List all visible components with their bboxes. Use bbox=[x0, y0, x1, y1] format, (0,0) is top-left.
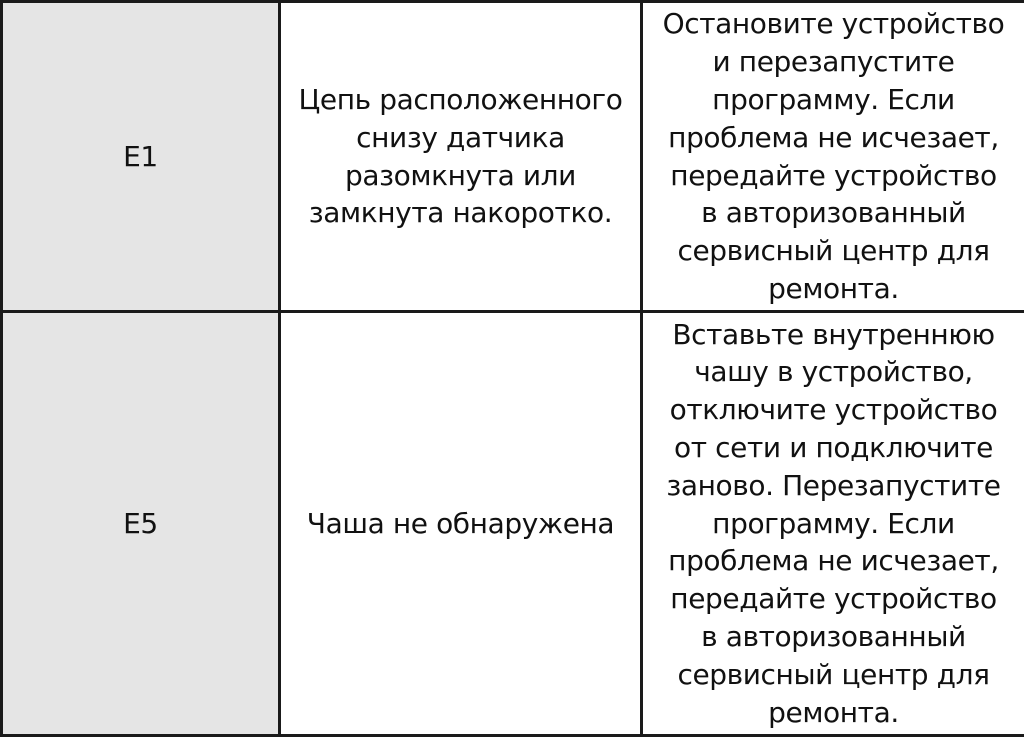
error-code-cell: E1 bbox=[2, 2, 280, 312]
error-cause-cell: Цепь расположенного снизу датчика разомкнута или замкнута накоротко. bbox=[280, 2, 642, 312]
table-row bbox=[2, 2, 1024, 312]
error-cause-cell: Чаша не обнаружена bbox=[280, 312, 642, 736]
table-row bbox=[2, 312, 1024, 736]
error-code-cell: E5 bbox=[2, 312, 280, 736]
error-action-cell: Вставьте внутреннюю чашу в устройство, отключите устройство от сети и подключите заново. Перезапустите программу. Если проблема не исчезает, передайте устройство в авторизованный сервисный центр для ремонта. bbox=[642, 312, 1024, 736]
error-action-cell: Остановите устройство и перезапустите программу. Если проблема не исчезает, передайте устройство в авторизованный сервисный центр для ремонта. bbox=[642, 2, 1024, 312]
